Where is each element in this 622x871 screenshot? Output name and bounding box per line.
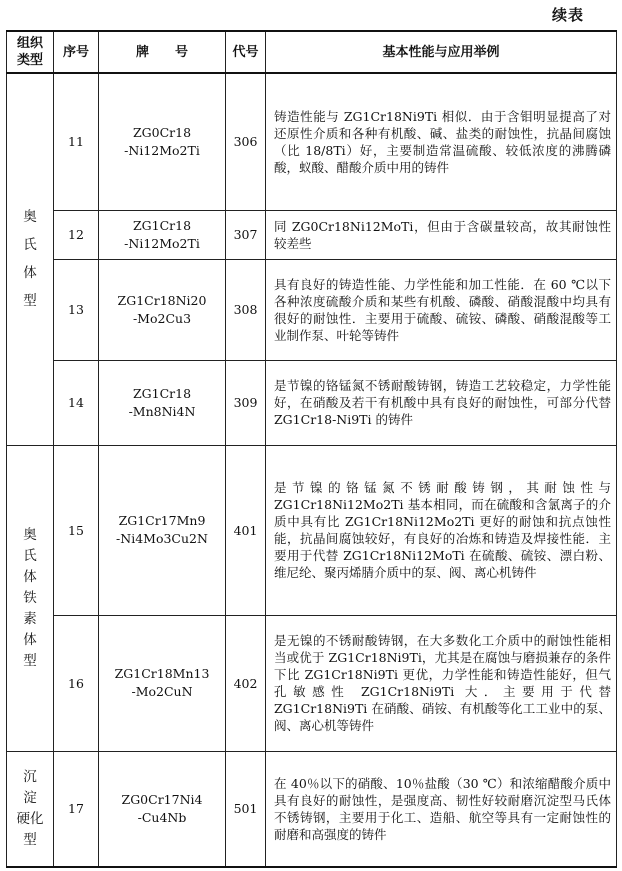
table-row — [7, 73, 617, 210]
row-desc: 在 40％以下的硝酸、10％盐酸（30 ℃）和浓缩醋酸介质中具有良好的耐蚀性，是强度高、韧性好较耐磨沉淀型马氏体不锈铸钢，主要用于化工、造船、航空等具有一定耐蚀性的耐磨和高强度的铸件 — [266, 751, 617, 867]
row-grade: ZG1Cr18Ni20 -Mo2Cu3 — [99, 259, 226, 360]
stainless-casting-table — [6, 30, 617, 868]
row-desc: 同 ZG0Cr18Ni12MoTi，但由于含碳量较高，故其耐蚀性较差些 — [266, 210, 617, 259]
header-row — [7, 31, 617, 73]
row-grade: ZG1Cr17Mn9 -Ni4Mo3Cu2N — [99, 445, 226, 615]
table-row — [7, 751, 617, 867]
table-row — [7, 615, 617, 751]
row-code: 306 — [226, 73, 266, 210]
row-grade: ZG1Cr18Mn13 -Mo2CuN — [99, 615, 226, 751]
header-grade: 牌 号 — [99, 31, 226, 73]
row-grade: ZG0Cr17Ni4 -Cu4Nb — [99, 751, 226, 867]
row-code: 308 — [226, 259, 266, 360]
row-no: 16 — [54, 615, 99, 751]
row-no: 14 — [54, 360, 99, 445]
table-row — [7, 259, 617, 360]
table-row — [7, 210, 617, 259]
row-no: 15 — [54, 445, 99, 615]
row-desc: 是节镍的铬锰氮不锈耐酸铸钢，其耐蚀性与 ZG1Cr18Ni12Mo2Ti 基本相同，而在硫酸和含氯离子的介质中具有比 ZG1Cr18Ni12Mo2Ti 更好的耐蚀和抗点蚀性能，抗晶间腐蚀较好，有良好的冶炼和铸造及焊接性能．主要用于代替 ZG1Cr18Ni12MoTi 在硫酸、硫铵、漂白粉、维尼纶、聚丙烯腈介质中的泵、阀、离心机铸件 — [266, 445, 617, 615]
row-code: 501 — [226, 751, 266, 867]
continued-label: 续表 — [551, 6, 584, 24]
row-desc: 是无镍的不锈耐酸铸钢，在大多数化工介质中的耐蚀性能相当或优于 ZG1Cr18Ni9Ti，尤其是在腐蚀与磨损兼存的条件下比 ZG1Cr18Ni9Ti 更优，力学性能和铸造性能好，但气孔敏感性 ZG1Cr18Ni9Ti 大．主要用于代替 ZG1Cr18Ni9Ti 在硝酸、硝铵、有机酸等化工工业中的泵、阀、离心机等铸件 — [266, 615, 617, 751]
group-type-precipitation: 沉 淀 硬化 型 — [7, 751, 54, 867]
header-type-line2: 类型 — [16, 53, 43, 68]
group-type-austenitic-ferritic: 奥 氏 体 铁 素 体 型 — [7, 445, 54, 751]
table-row — [7, 360, 617, 445]
row-grade: ZG0Cr18 -Ni12Mo2Ti — [99, 73, 226, 210]
row-code: 402 — [226, 615, 266, 751]
row-code: 309 — [226, 360, 266, 445]
header-desc: 基本性能与应用举例 — [266, 31, 617, 73]
row-code: 307 — [226, 210, 266, 259]
header-no: 序号 — [54, 31, 99, 73]
row-grade: ZG1Cr18 -Mn8Ni4N — [99, 360, 226, 445]
row-desc: 铸造性能与 ZG1Cr18Ni9Ti 相似．由于含钼明显提高了对还原性介质和各种有机酸、碱、盐类的耐蚀性，抗晶间腐蚀（比 18/8Ti）好，主要制造常温硫酸、较低浓度的沸腾磷酸，蚁酸、醋酸介质中用的铸件 — [266, 73, 617, 210]
group-type-austenitic: 奥 氏 体 型 — [7, 73, 54, 445]
header-type — [7, 31, 54, 73]
row-desc: 是节镍的铬锰氮不锈耐酸铸钢，铸造工艺较稳定，力学性能好，在硝酸及若干有机酸中具有良好的耐蚀性，可部分代替 ZG1Cr18-Ni9Ti 的铸件 — [266, 360, 617, 445]
table-row — [7, 445, 617, 615]
header-code: 代号 — [226, 31, 266, 73]
row-desc: 具有良好的铸造性能、力学性能和加工性能．在 60 ℃以下各种浓度硫酸介质和某些有机酸、磷酸、硝酸混酸中均具有很好的耐蚀性．主要用于硫酸、硫铵、磷酸、硝酸混酸等工业制作泵、叶轮等铸件 — [266, 259, 617, 360]
row-grade: ZG1Cr18 -Ni12Mo2Ti — [99, 210, 226, 259]
row-no: 12 — [54, 210, 99, 259]
row-code: 401 — [226, 445, 266, 615]
row-no: 13 — [54, 259, 99, 360]
row-no: 17 — [54, 751, 99, 867]
row-no: 11 — [54, 73, 99, 210]
header-type-line1: 组织 — [16, 36, 43, 51]
